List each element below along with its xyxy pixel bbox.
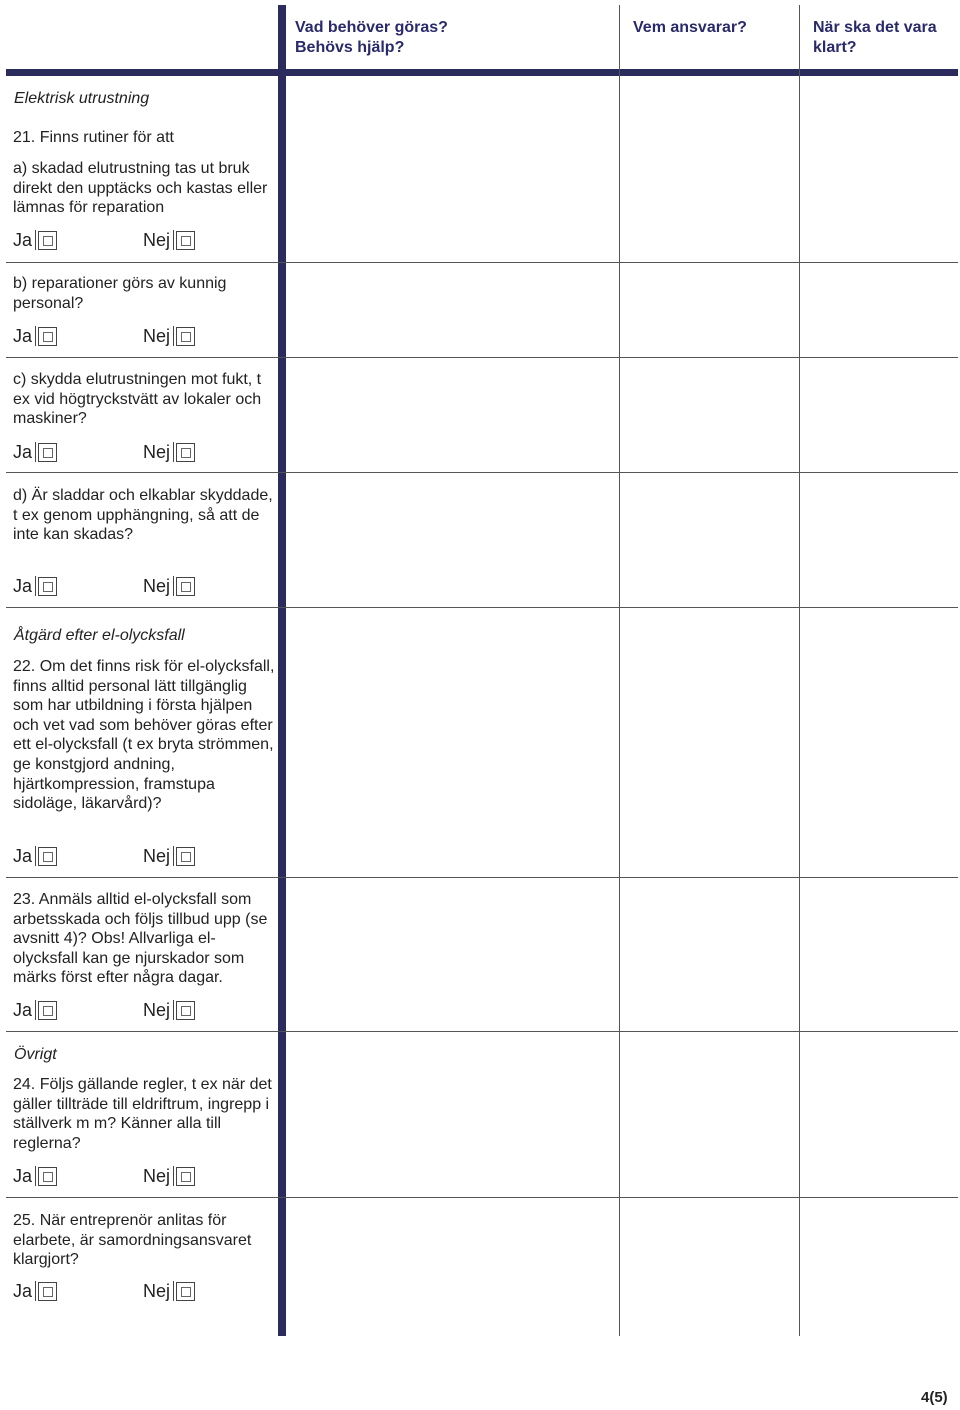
yes-label: Ja xyxy=(13,1281,33,1301)
no-checkbox[interactable] xyxy=(176,847,195,866)
header-responsible: Vem ansvarar? xyxy=(633,19,747,36)
row-divider xyxy=(6,472,958,473)
no-checkbox[interactable] xyxy=(176,231,195,250)
question-23: 23. Anmäls alltid el-olycksfall som arbetsskada och följs tillbud upp (se avsnitt 4)? Obs! Allvarliga el-olycksfall kan ge njurskador som märks först efter några dagar. xyxy=(13,891,268,987)
no-checkbox[interactable] xyxy=(176,1282,195,1301)
row-divider xyxy=(6,1031,958,1032)
yes-checkbox[interactable] xyxy=(38,1167,57,1186)
column-line-responsible xyxy=(619,5,620,1336)
row-divider xyxy=(6,1197,958,1198)
section-title-electrical: Elektrisk utrustning xyxy=(14,90,150,107)
row-divider xyxy=(6,262,958,263)
question-24: 24. Följs gällande regler, t ex när det gäller tillträde till eldriftrum, ingrepp i ställverk m m? Känner alla till reglerna? xyxy=(13,1076,272,1152)
answer-row-25 xyxy=(13,1280,195,1302)
no-label: Nej xyxy=(143,576,171,596)
row-divider xyxy=(6,607,958,608)
question-21c: c) skydda elutrustningen mot fukt, t ex vid högtryckstvätt av lokaler och maskiner? xyxy=(13,371,262,428)
yes-checkbox[interactable] xyxy=(38,231,57,250)
no-label: Nej xyxy=(143,1281,171,1301)
no-label: Nej xyxy=(143,1000,171,1020)
yes-label: Ja xyxy=(13,230,33,250)
yes-label: Ja xyxy=(13,1000,33,1020)
question-21d: d) Är sladdar och elkablar skyddade, t ex genom upphängning, så att de inte kan skadas? xyxy=(13,487,273,544)
section-title-after-accident: Åtgärd efter el-olycksfall xyxy=(14,627,185,644)
no-checkbox[interactable] xyxy=(176,443,195,462)
yes-label: Ja xyxy=(13,846,33,866)
page-number: 4(5) xyxy=(921,1389,948,1406)
answer-row-21b xyxy=(13,325,195,347)
section-title-other: Övrigt xyxy=(14,1046,57,1063)
header-divider-bar xyxy=(6,69,958,76)
yes-checkbox[interactable] xyxy=(38,1001,57,1020)
answer-row-23 xyxy=(13,999,195,1021)
yes-checkbox[interactable] xyxy=(38,847,57,866)
yes-checkbox[interactable] xyxy=(38,327,57,346)
answer-row-21c xyxy=(13,441,195,463)
column-divider-bar xyxy=(278,5,286,1336)
no-checkbox[interactable] xyxy=(176,327,195,346)
row-divider xyxy=(6,877,958,878)
yes-label: Ja xyxy=(13,442,33,462)
yes-checkbox[interactable] xyxy=(38,577,57,596)
question-25: 25. När entreprenör anlitas för elarbete, är samordningsansvaret klargjort? xyxy=(13,1212,252,1269)
yes-label: Ja xyxy=(13,326,33,346)
answer-row-21a xyxy=(13,229,195,251)
no-label: Nej xyxy=(143,442,171,462)
yes-label: Ja xyxy=(13,576,33,596)
no-label: Nej xyxy=(143,846,171,866)
question-21a: a) skadad elutrustning tas ut bruk direkt den upptäcks och kastas eller lämnas för reparation xyxy=(13,160,268,217)
no-label: Nej xyxy=(143,326,171,346)
yes-checkbox[interactable] xyxy=(38,443,57,462)
column-line-deadline xyxy=(799,5,800,1336)
row-divider xyxy=(6,357,958,358)
header-deadline: När ska det vara klart? xyxy=(813,19,937,56)
question-21: 21. Finns rutiner för att xyxy=(13,129,174,146)
no-label: Nej xyxy=(143,230,171,250)
yes-label: Ja xyxy=(13,1166,33,1186)
yes-checkbox[interactable] xyxy=(38,1282,57,1301)
no-checkbox[interactable] xyxy=(176,577,195,596)
no-checkbox[interactable] xyxy=(176,1001,195,1020)
question-21b: b) reparationer görs av kunnig personal? xyxy=(13,275,227,312)
answer-row-22 xyxy=(13,845,195,867)
answer-row-24 xyxy=(13,1165,195,1187)
header-what-to-do: Vad behöver göras? Behövs hjälp? xyxy=(295,19,448,56)
answer-row-21d xyxy=(13,575,195,597)
no-label: Nej xyxy=(143,1166,171,1186)
question-22: 22. Om det finns risk för el-olycksfall, finns alltid personal lätt tillgänglig som har utbildning i första hjälpen och vet vad som behöver göras efter ett el-olycksfall (t ex bryta strömmen, ge konstgjord andning, hjärtkompression, framstupa sidoläge, läkarvård)? xyxy=(13,658,275,813)
no-checkbox[interactable] xyxy=(176,1167,195,1186)
